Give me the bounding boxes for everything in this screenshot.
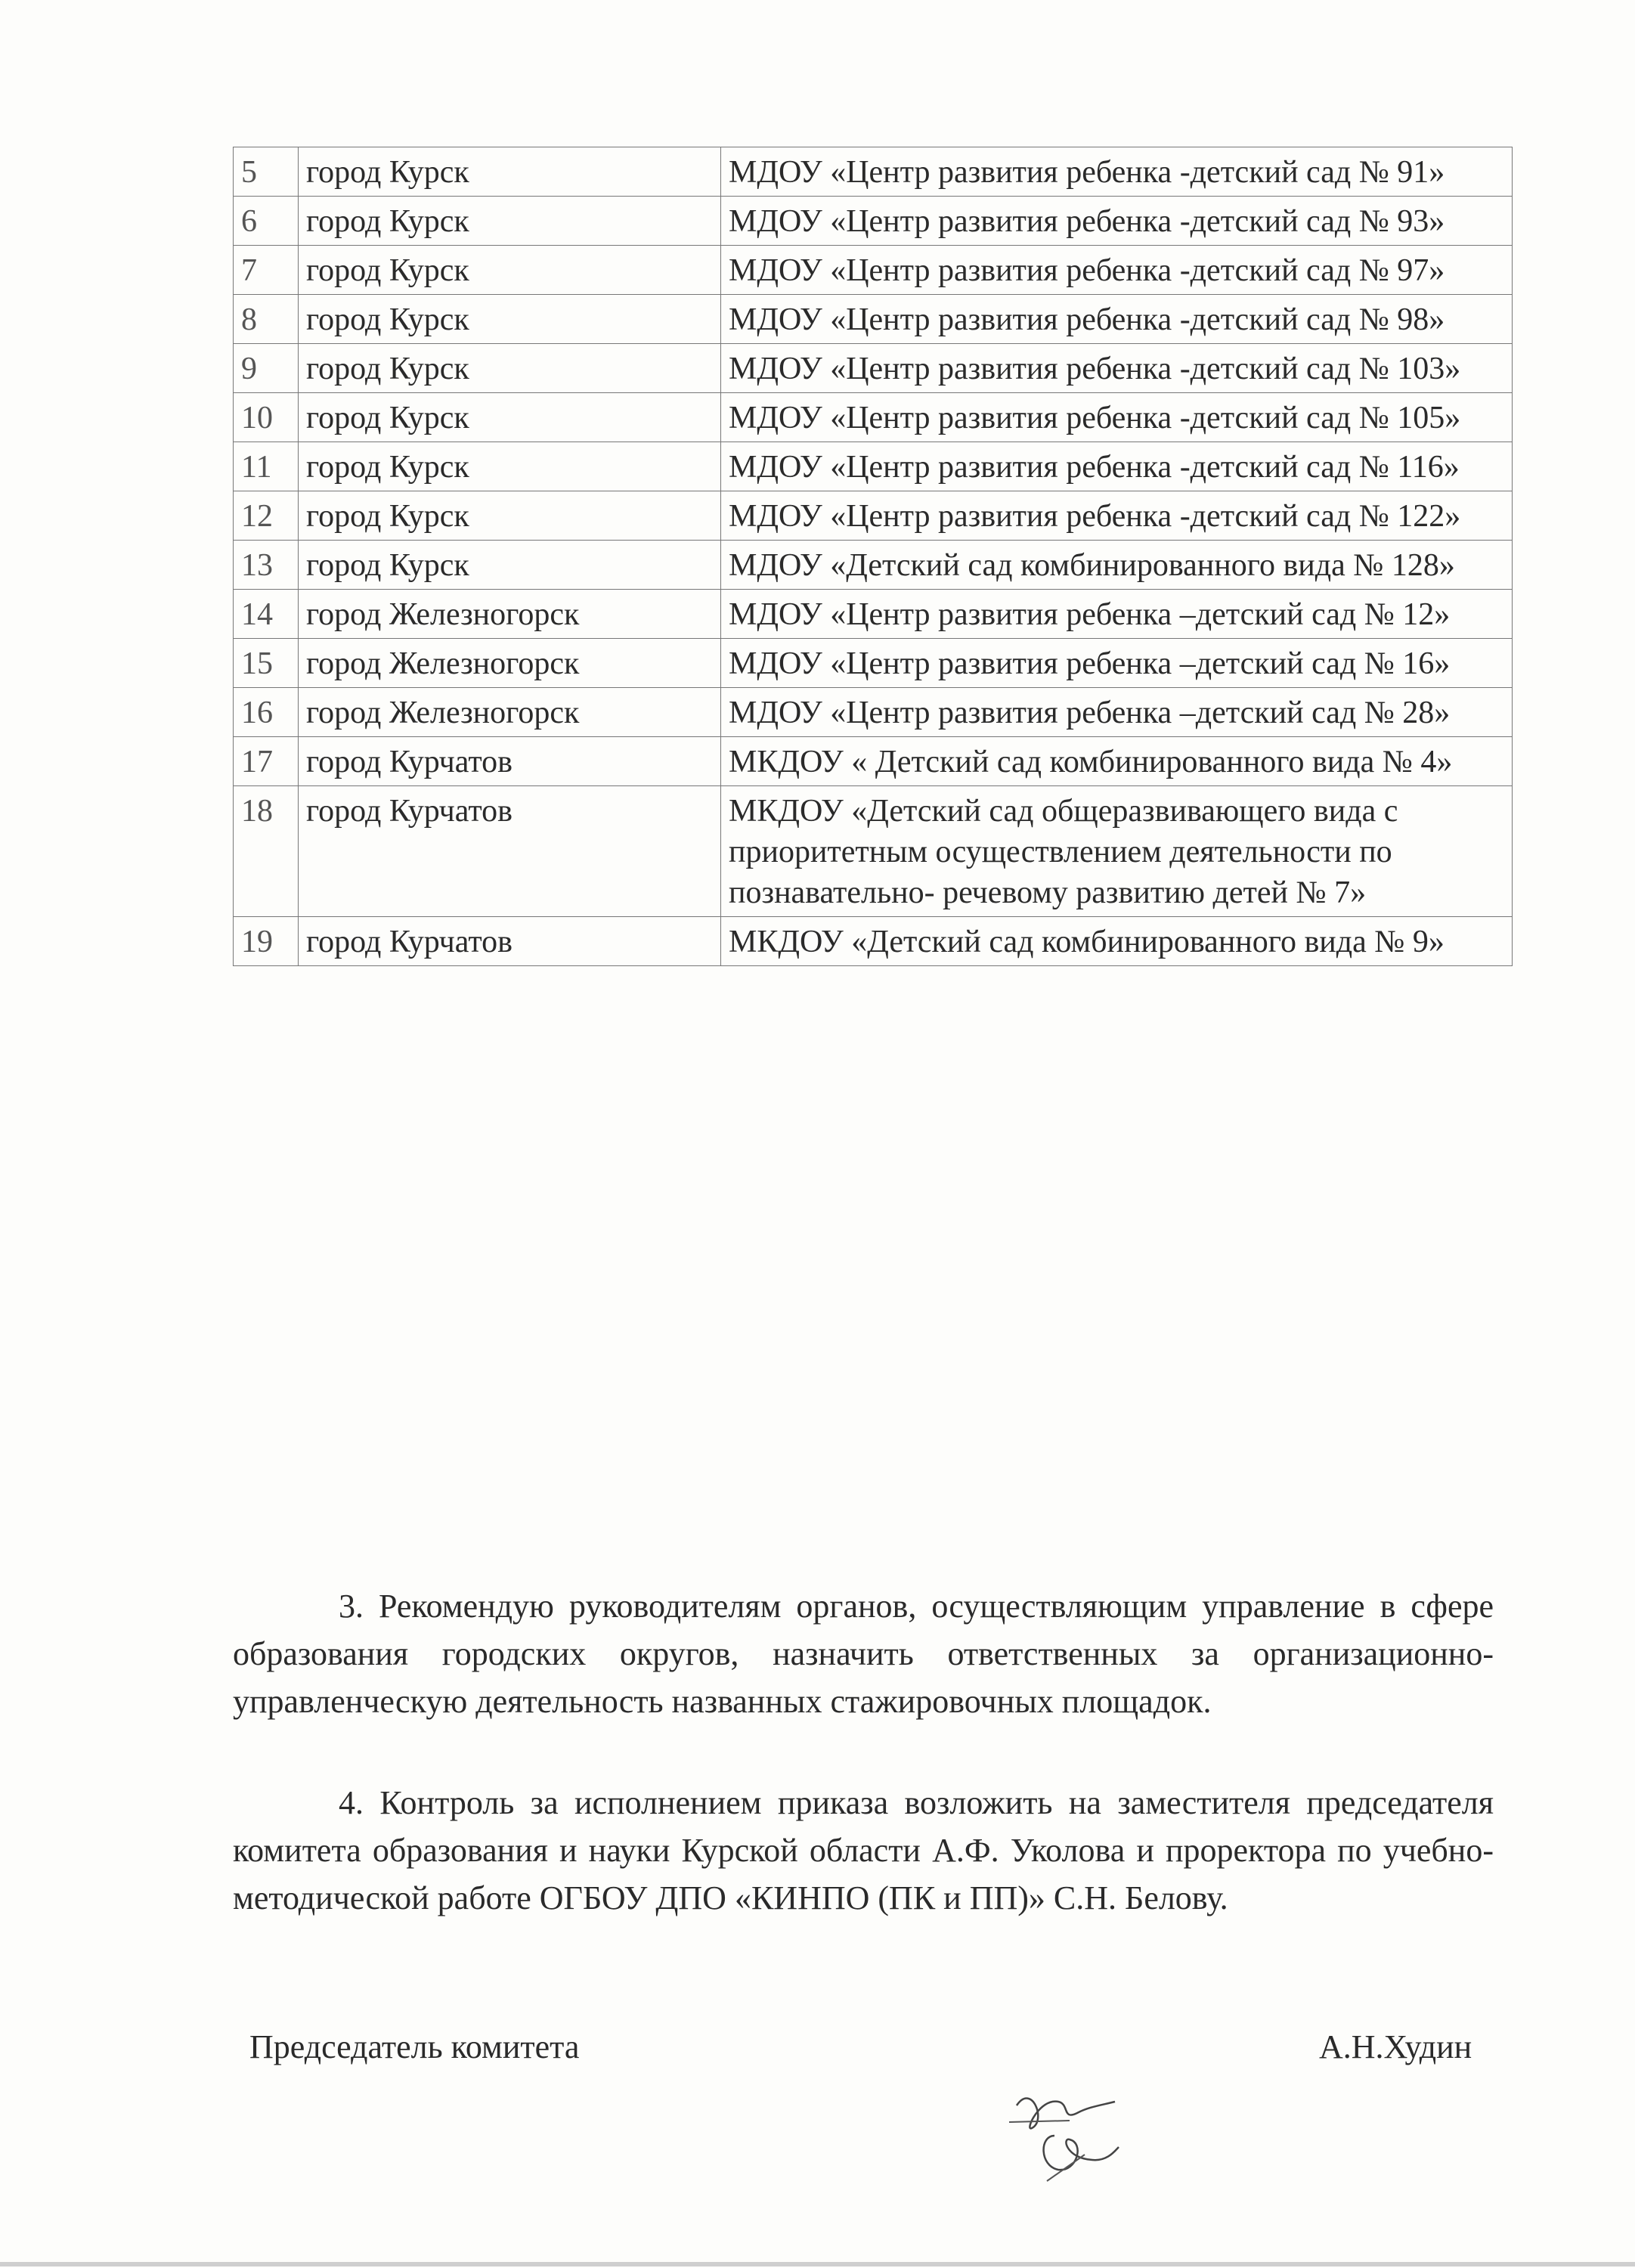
row-organization: МДОУ «Центр развития ребенка –детский сад № 12»	[721, 590, 1513, 639]
institutions-table-body	[234, 147, 1513, 966]
row-organization: МДОУ «Центр развития ребенка -детский сад № 93»	[721, 197, 1513, 246]
paragraph-3: 3. Рекомендую руководителям органов, осуществляющим управление в сфере образования городских округов, назначить ответственных за организационно-управленческую деятельность названных стажировочных площадок.	[233, 1588, 1494, 1720]
row-organization: МДОУ «Центр развития ребенка -детский сад № 91»	[721, 147, 1513, 197]
handwritten-signature	[986, 2075, 1153, 2189]
row-organization: МДОУ «Центр развития ребенка -детский сад № 105»	[721, 393, 1513, 442]
table-row	[234, 917, 1513, 966]
table-row	[234, 393, 1513, 442]
scan-edge	[0, 2262, 1635, 2266]
row-organization: МКДОУ «Детский сад комбинированного вида № 9»	[721, 917, 1513, 966]
table-row	[234, 737, 1513, 786]
table-row	[234, 639, 1513, 688]
row-number: 6	[234, 197, 299, 246]
row-number: 8	[234, 295, 299, 344]
table-row	[234, 197, 1513, 246]
row-city: город Курск	[299, 246, 721, 295]
row-organization: МДОУ «Центр развития ребенка -детский сад № 103»	[721, 344, 1513, 393]
row-city: город Курск	[299, 344, 721, 393]
row-city: город Курск	[299, 491, 721, 541]
row-number: 7	[234, 246, 299, 295]
row-number: 11	[234, 442, 299, 491]
row-number: 9	[234, 344, 299, 393]
row-city: город Железногорск	[299, 639, 721, 688]
table-row	[234, 147, 1513, 197]
row-organization: МДОУ «Детский сад комбинированного вида № 128»	[721, 541, 1513, 590]
table-row	[234, 246, 1513, 295]
row-organization: МДОУ «Центр развития ребенка -детский сад № 97»	[721, 246, 1513, 295]
signatory-name: А.Н.Худин	[1319, 2028, 1472, 2065]
row-number: 18	[234, 786, 299, 917]
row-city: город Курск	[299, 541, 721, 590]
table-row	[234, 295, 1513, 344]
row-city: город Курск	[299, 393, 721, 442]
row-number: 17	[234, 737, 299, 786]
table-row	[234, 344, 1513, 393]
table-row	[234, 442, 1513, 491]
table-row	[234, 786, 1513, 917]
table-row	[234, 491, 1513, 541]
row-city: город Курчатов	[299, 917, 721, 966]
row-number: 13	[234, 541, 299, 590]
row-city: город Железногорск	[299, 590, 721, 639]
row-organization: МДОУ «Центр развития ребенка –детский сад № 16»	[721, 639, 1513, 688]
row-number: 14	[234, 590, 299, 639]
row-number: 15	[234, 639, 299, 688]
table-row	[234, 541, 1513, 590]
row-number: 16	[234, 688, 299, 737]
row-number: 5	[234, 147, 299, 197]
row-organization: МКДОУ «Детский сад общеразвивающего вида с приоритетным осуществлением деятельности по познавательно- речевому развитию детей № 7»	[721, 786, 1513, 917]
row-organization: МДОУ «Центр развития ребенка -детский сад № 122»	[721, 491, 1513, 541]
row-number: 10	[234, 393, 299, 442]
row-organization: МДОУ «Центр развития ребенка –детский сад № 28»	[721, 688, 1513, 737]
row-city: город Курчатов	[299, 786, 721, 917]
row-city: город Курчатов	[299, 737, 721, 786]
row-organization: МДОУ «Центр развития ребенка -детский сад № 116»	[721, 442, 1513, 491]
row-city: город Железногорск	[299, 688, 721, 737]
row-city: город Курск	[299, 442, 721, 491]
signatory-role: Председатель комитета	[249, 2028, 580, 2065]
row-organization: МКДОУ « Детский сад комбинированного вида № 4»	[721, 737, 1513, 786]
row-number: 12	[234, 491, 299, 541]
row-city: город Курск	[299, 295, 721, 344]
row-city: город Курск	[299, 147, 721, 197]
row-number: 19	[234, 917, 299, 966]
paragraph-4: 4. Контроль за исполнением приказа возложить на заместителя председателя комитета образования и науки Курской области А.Ф. Уколова и проректора по учебно-методической работе ОГБОУ ДПО «КИНПО (ПК и ПП)» С.Н. Белову.	[233, 1784, 1494, 1916]
institutions-table	[233, 147, 1513, 966]
table-row	[234, 688, 1513, 737]
row-organization: МДОУ «Центр развития ребенка -детский сад № 98»	[721, 295, 1513, 344]
table-row	[234, 590, 1513, 639]
row-city: город Курск	[299, 197, 721, 246]
